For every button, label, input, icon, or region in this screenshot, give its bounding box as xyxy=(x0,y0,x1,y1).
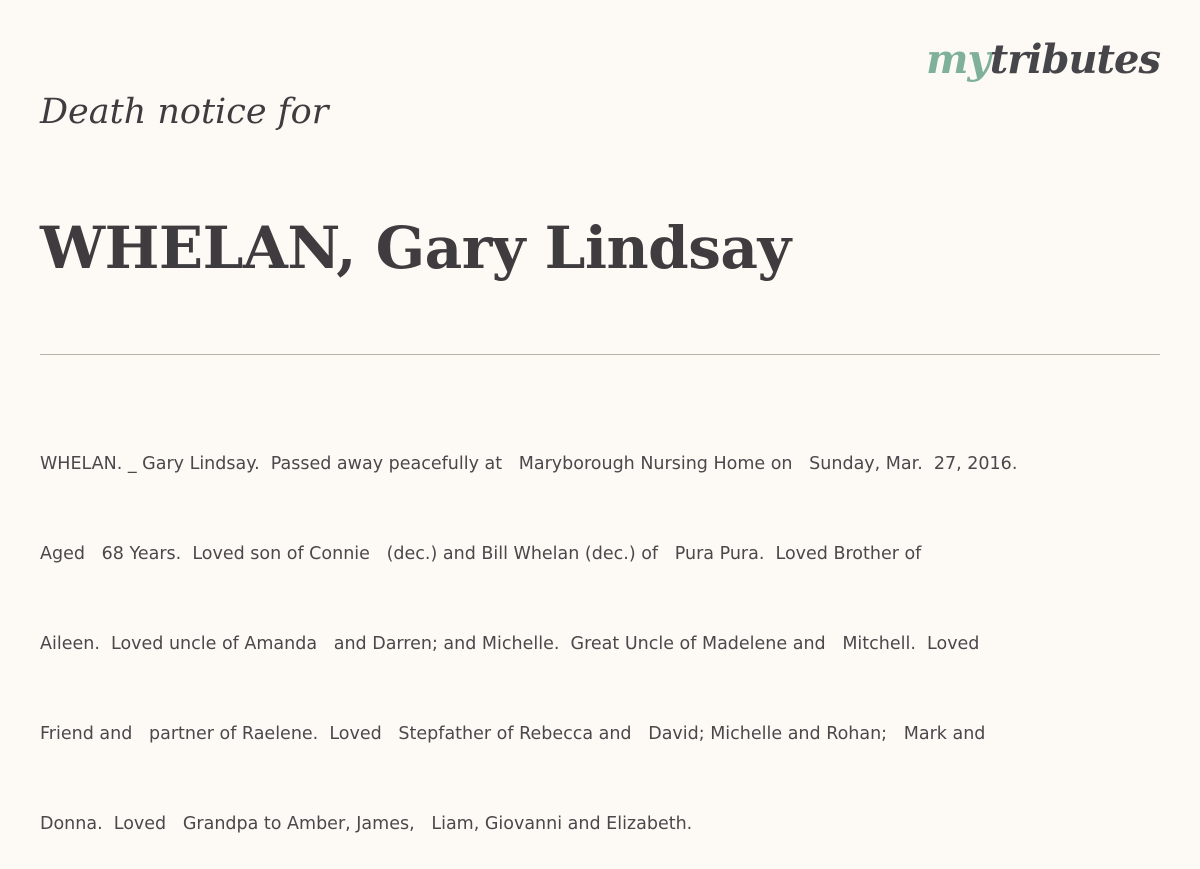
notice-line: Donna. Loved Grandpa to Amber, James, Liam, Giovanni and Elizabeth. xyxy=(40,814,693,834)
notice-line: WHELAN. _ Gary Lindsay. Passed away peacefully at Maryborough Nursing Home on Sunday, Mar. 27, 2016. xyxy=(40,454,1018,474)
notice-line: Friend and partner of Raelene. Loved Stepfather of Rebecca and David; Michelle and Rohan; Mark and xyxy=(40,724,986,744)
notice-text xyxy=(40,389,1140,869)
logo-my-text: my xyxy=(926,36,990,83)
deceased-name-heading: WHELAN, Gary Lindsay xyxy=(40,214,791,282)
mytributes-logo[interactable] xyxy=(926,36,1160,84)
notice-line: Aged 68 Years. Loved son of Connie (dec.) and Bill Whelan (dec.) of Pura Pura. Loved Brother of xyxy=(40,544,922,564)
section-divider xyxy=(40,354,1160,355)
notice-line: Aileen. Loved uncle of Amanda and Darren; and Michelle. Great Uncle of Madelene and Mitchell. Loved xyxy=(40,634,980,654)
logo-tributes-text: tributes xyxy=(989,36,1160,83)
death-notice-kicker: Death notice for xyxy=(40,92,329,132)
